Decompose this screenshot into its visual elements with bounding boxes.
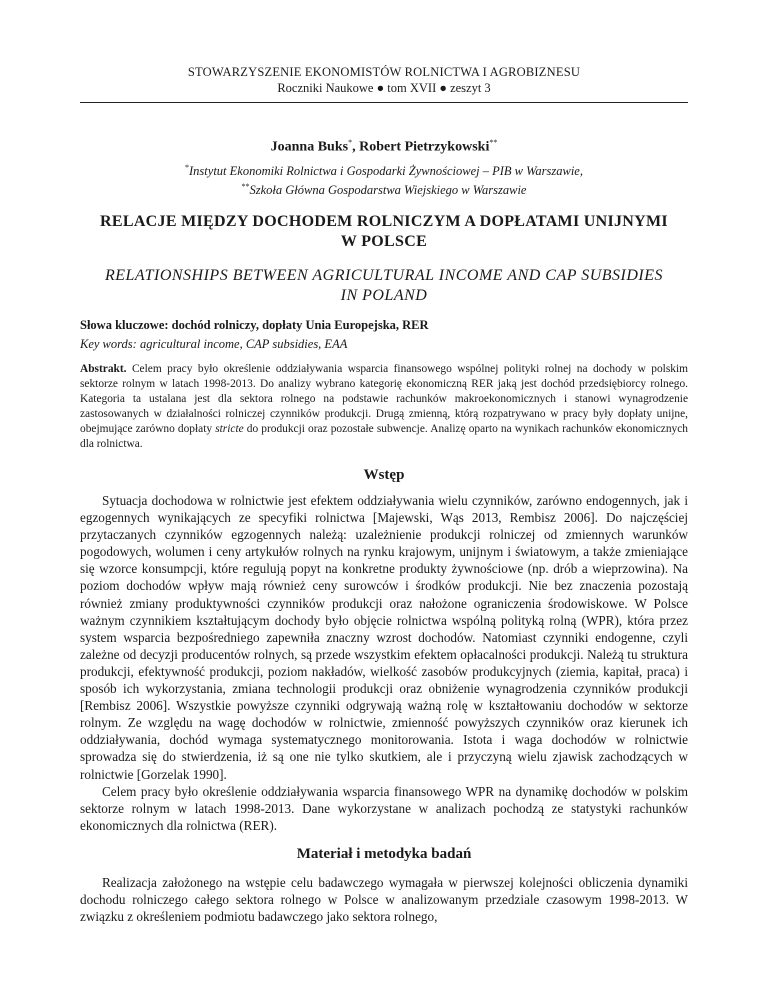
author-marker: ** (489, 138, 498, 147)
abstract-text: Celem pracy było określenie oddziaływania wsparcia finansowego wspólnej polityki rolnej na dochody w polskim sektorze rolnym w latach 1998-2013. Do analizy wybrano kategorię ekonomiczną RER jaką jest dochód przedsiębiorcy rolnego. Kategoria ta ustalana jest dla sektora rolnego na podstawie rachunków makroekonomicznych i stanowi wynagrodzenie zastosowanych w działalności rolniczej czynników produkcji. Drugą zmienną, którą rozpatrywano w pracy były dopłaty unijne, obejmujące zarówno dopłaty (80, 363, 688, 436)
author-marker: * (348, 138, 353, 147)
series-issue: zeszyt 3 (450, 81, 491, 95)
section-body (80, 492, 688, 834)
section-body (80, 874, 688, 925)
bullet-icon: ● (439, 81, 447, 95)
paper-title: RELACJE MIĘDZY DOCHODEM ROLNICZYM A DOPŁATAMI UNIJNYMI W POLSCE (100, 213, 668, 250)
paper-title-english: RELATIONSHIPS BETWEEN AGRICULTURAL INCOME AND CAP SUBSIDIES IN POLAND (104, 267, 664, 304)
author-separator: , (352, 139, 360, 155)
header-divider (80, 102, 688, 103)
paragraph: Sytuacja dochodowa w rolnictwie jest efektem oddziaływania wielu czynników, zarówno endogennych, jak i egzogennych wynikających ze specyfiki rolnictwa [Majewski, Wąs 2013, Rembisz 2006]. Do najczęściej przytaczanych czynników egzogennych należą: uzależnienie produkcji rolniczej od zmiennych warunków pogodowych, wolumen i ceny artykułów rolnych na rynku krajowym, unijnym i światowym, a także zmieniające się wzorce konsumpcji, które regulują popyt na konkretne produkty żywnościowe (np. drób a wieprzowina). Na poziom dochodów wpływ mają również ceny surowców i środków produkcji. Nie bez znaczenia pozostają również zmiany produktywności czynników produkcji oraz nałożone ograniczenia środowiskowe. W Polsce ważnym czynnikiem kształtującym dochody było objęcie rolnictwa wspólną polityką rolną (WPR), która przez system wsparcia bezpośredniego zapewniła znaczny wzrost dochodów. Natomiast czynniki endogenne, czyli zależne od decyzji producentów rolnych, są przede wszystkim efektem opłacalności produkcji. Należą tu struktura produkcji, efektywność produkcji, poziom nakładów, wielkość zasobów produkcyjnych (ziemia, kapitał, praca) i sposób ich wykorzystania, zmiana technologii produkcji oraz obniżenie wynagrodzenia czynników produkcji [Rembisz 2006]. Wszystkie powyższe czynniki odgrywają ważną rolę w kształtowaniu dochodów w sektorze rolnym. Ze względu na wagę dochodów w rolnictwie, zmienność powyższych czynników oraz kierunek ich oddziaływania, dochód wymaga systematycznego monitorowania. Istota i waga dochodów w rolnictwie sprowadza się do stwierdzenia, iż są one nie tylko skutkiem, ale i przyczyną wielu zjawisk zachodzących w rolnictwie [Gorzelak 1990]. (80, 493, 688, 782)
bullet-icon: ● (376, 81, 385, 95)
affiliation-line (80, 179, 688, 198)
abstract-text: do produkcji oraz pozostałe subwencje. Analizę oparto na wynikach rachunków ekonomicznych dla rolnictwa. (80, 423, 688, 451)
affiliations (80, 160, 688, 198)
author-name: Joanna Buks (270, 139, 349, 155)
affiliation-text: Instytut Ekonomiki Rolnictwa i Gospodarki Żywnościowej – PIB w Warszawie, (189, 164, 583, 179)
keywords-polish: Słowa kluczowe: dochód rolniczy, dopłaty Unia Europejska, RER (80, 318, 429, 332)
journal-series (80, 80, 688, 96)
paragraph: Realizacja założonego na wstępie celu badawczego wymagała w pierwszej kolejności obliczenia dynamiki dochodu rolniczego całego sektora rolnego w Polsce w analizowanym przedziale czasowym 1998-2013. W związku z określeniem podmiotu badawczego jako sektora rolnego, (80, 875, 688, 925)
affiliation-marker: * (185, 163, 190, 172)
affiliation-line (80, 160, 688, 179)
paragraph: Celem pracy było określenie oddziaływania wsparcia finansowego WPR na dynamikę dochodów w polskim sektorze rolnym w latach 1998-2013. Dane wykorzystane w analizach pochodzą ze statystyki rachunków ekonomicznych dla rolnictwa (RER). (80, 783, 688, 833)
keywords-english: Key words: agricultural income, CAP subsidies, EAA (80, 337, 348, 351)
series-volume: tom XVII (387, 81, 437, 95)
journal-name: STOWARZYSZENIE EKONOMISTÓW ROLNICTWA I AGROBIZNESU (187, 65, 581, 79)
series-name: Roczniki Naukowe (277, 81, 374, 95)
affiliation-marker: ** (241, 182, 250, 192)
abstract (80, 362, 688, 453)
section-heading: Wstęp (363, 467, 405, 483)
abstract-label: Abstrakt. (80, 363, 127, 375)
journal-header (80, 64, 688, 96)
abstract-italic-term: stricte (215, 423, 244, 436)
affiliation-text: Szkoła Główna Gospodarstwa Wiejskiego w Warszawie (249, 183, 527, 198)
section-heading: Materiał i metodyka badań (296, 846, 472, 862)
author-line (80, 138, 688, 156)
author-name: Robert Pietrzykowski (359, 139, 490, 155)
